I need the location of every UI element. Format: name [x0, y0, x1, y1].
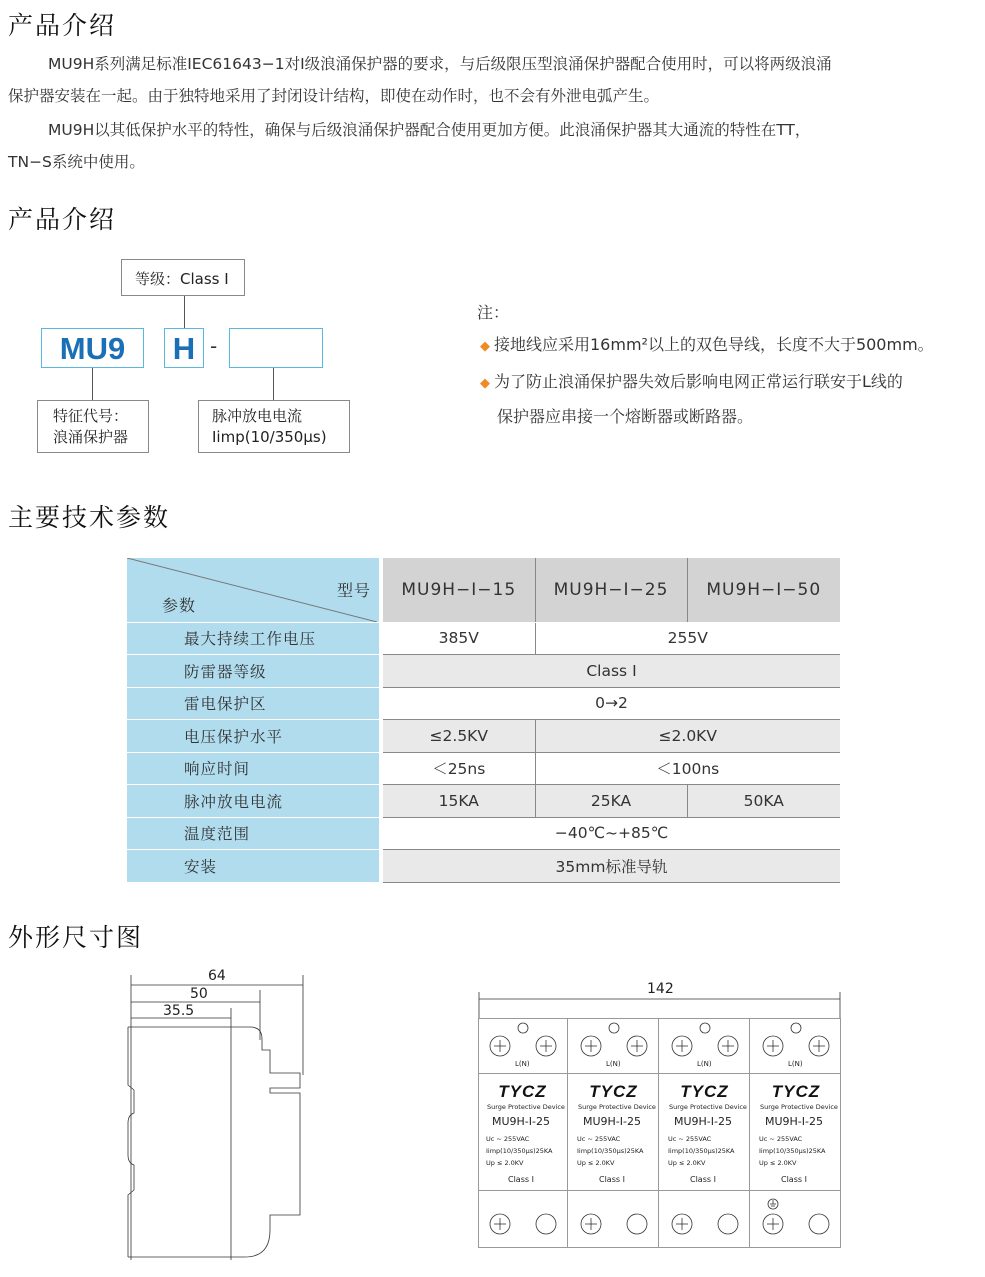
- brand-logo: TYCZ: [589, 1082, 638, 1101]
- terminal-icons: [751, 1018, 841, 1248]
- module-up: Up ≤ 2.0KV: [486, 1159, 524, 1167]
- module-uc: Uc ~ 255VAC: [759, 1135, 803, 1143]
- module-uc: Uc ~ 255VAC: [668, 1135, 712, 1143]
- table-row: [127, 687, 840, 720]
- model-part-mu9: MU9: [41, 328, 144, 368]
- class-label: 等级：Class I: [135, 270, 229, 288]
- diamond-bullet-icon: ◆: [480, 339, 490, 354]
- current-line1: 脉冲放电电流: [212, 407, 303, 425]
- model-header-2: MU9H−I−25: [535, 558, 687, 622]
- module-class: Class I: [599, 1175, 625, 1184]
- module-class: Class I: [508, 1175, 534, 1184]
- module-iimp: Iimp(10/350μs)25KA: [577, 1147, 644, 1155]
- table-row: [127, 785, 840, 818]
- dim-35-5: 35.5: [163, 1003, 195, 1019]
- corner-param-label: 参数: [162, 596, 197, 615]
- terminal-label: L(N): [515, 1060, 530, 1068]
- front-module: [478, 1018, 568, 1248]
- front-module: [569, 1018, 659, 1248]
- value-cell: ≤2.0KV: [535, 720, 840, 753]
- module-iimp: Iimp(10/350μs)25KA: [668, 1147, 735, 1155]
- terminal-icons: [569, 1018, 659, 1248]
- brand-logo: TYCZ: [680, 1082, 729, 1101]
- model-dash: -: [210, 334, 218, 358]
- model-part-current: [229, 328, 323, 368]
- param-cell: 防雷器等级: [127, 655, 381, 688]
- value-cell: 35mm标准导轨: [381, 850, 840, 883]
- spec-header-row: [127, 558, 840, 622]
- dim-50: 50: [190, 986, 208, 1002]
- param-cell: 安装: [127, 850, 381, 883]
- current-box: [198, 400, 350, 453]
- current-connector: [273, 368, 274, 400]
- param-cell: 响应时间: [127, 752, 381, 785]
- param-cell: 电压保护水平: [127, 720, 381, 753]
- intro-p1-line1: MU9H系列满足标准IEC61643−1对I级浪涌保护器的要求，与后级限压型浪涌保护器配合使用时，可以将两级浪涌: [48, 55, 832, 73]
- value-cell: ＜100ns: [535, 752, 840, 785]
- value-cell: 255V: [535, 622, 840, 655]
- front-module: [660, 1018, 750, 1248]
- front-module: [751, 1018, 841, 1248]
- table-row: [127, 720, 840, 753]
- note-title: 注：: [477, 303, 510, 322]
- terminal-icons: [660, 1018, 750, 1248]
- front-dimension-line: [478, 990, 843, 1020]
- value-cell: 25KA: [535, 785, 687, 818]
- module-iimp: Iimp(10/350μs)25KA: [486, 1147, 553, 1155]
- value-cell: ＜25ns: [381, 752, 535, 785]
- module-subtitle: Surge Protective Device: [487, 1103, 565, 1111]
- note-1: ◆ 接地线应采用16mm²以上的双色导线，长度不大于500mm。: [480, 335, 934, 354]
- module-model: MU9H-I-25: [492, 1115, 550, 1128]
- param-cell: 最大持续工作电压: [127, 622, 381, 655]
- table-row: [127, 817, 840, 850]
- value-cell: Class I: [381, 655, 840, 688]
- dim-142: 142: [647, 981, 674, 997]
- value-cell: 385V: [381, 622, 535, 655]
- table-row: [127, 655, 840, 688]
- value-cell: 15KA: [381, 785, 535, 818]
- feature-code-box: [37, 400, 149, 453]
- model-part-h: H: [164, 328, 204, 368]
- model-header-3: MU9H−I−50: [687, 558, 840, 622]
- param-cell: 脉冲放电电流: [127, 785, 381, 818]
- module-subtitle: Surge Protective Device: [669, 1103, 747, 1111]
- class-label-box: [121, 259, 245, 296]
- module-class: Class I: [690, 1175, 716, 1184]
- module-model: MU9H-I-25: [674, 1115, 732, 1128]
- section-title-intro: 产品介绍: [8, 11, 117, 40]
- section-title-specs: 主要技术参数: [8, 503, 171, 532]
- module-subtitle: Surge Protective Device: [760, 1103, 838, 1111]
- feature-connector: [92, 368, 93, 400]
- value-cell: 50KA: [687, 785, 840, 818]
- section-title-model-code: 产品介绍: [8, 205, 117, 234]
- intro-paragraph-2: [8, 114, 983, 178]
- module-uc: Uc ~ 255VAC: [486, 1135, 530, 1143]
- value-cell: −40℃~+85℃: [381, 817, 840, 850]
- model-header-1: MU9H−I−15: [381, 558, 535, 622]
- feature-line1: 特征代号：: [53, 407, 129, 425]
- current-line2: Iimp(10/350μs): [212, 428, 327, 446]
- class-connector: [184, 296, 185, 328]
- module-model: MU9H-I-25: [583, 1115, 641, 1128]
- corner-model-label: 型号: [336, 581, 371, 600]
- value-cell: 0→2: [381, 687, 840, 720]
- intro-p2-line1: MU9H以其低保护水平的特性，确保与后级浪涌保护器配合使用更加方便。此浪涌保护器其大通流的特性在TT，: [48, 121, 811, 139]
- module-iimp: Iimp(10/350μs)25KA: [759, 1147, 826, 1155]
- module-uc: Uc ~ 255VAC: [577, 1135, 621, 1143]
- brand-logo: TYCZ: [498, 1082, 547, 1101]
- module-up: Up ≤ 2.0KV: [759, 1159, 797, 1167]
- table-row: [127, 752, 840, 785]
- terminal-label: L(N): [606, 1060, 621, 1068]
- module-up: Up ≤ 2.0KV: [577, 1159, 615, 1167]
- module-subtitle: Surge Protective Device: [578, 1103, 656, 1111]
- terminal-label: L(N): [788, 1060, 803, 1068]
- param-cell: 温度范围: [127, 817, 381, 850]
- intro-p1-line2: 保护器安装在一起。由于独特地采用了封闭设计结构，即使在动作时，也不会有外泄电弧产生。: [8, 87, 660, 105]
- terminal-label: L(N): [697, 1060, 712, 1068]
- note-2: ◆ 为了防止浪涌保护器失效后影响电网正常运行联安于L线的 保护器应串接一个熔断器或断路器。: [480, 372, 903, 426]
- side-view-drawing: [120, 965, 310, 1265]
- table-row: [127, 622, 840, 655]
- module-up: Up ≤ 2.0KV: [668, 1159, 706, 1167]
- diamond-bullet-icon: ◆: [480, 376, 490, 391]
- value-cell: ≤2.5KV: [381, 720, 535, 753]
- section-title-dimensions: 外形尺寸图: [8, 923, 144, 952]
- spec-table: [127, 558, 840, 883]
- dim-64: 64: [208, 968, 226, 984]
- table-row: [127, 850, 840, 883]
- feature-line2: 浪涌保护器: [53, 428, 129, 446]
- module-class: Class I: [781, 1175, 807, 1184]
- terminal-icons: [478, 1018, 568, 1248]
- intro-p2-line2: TN−S系统中使用。: [8, 153, 145, 171]
- param-cell: 雷电保护区: [127, 687, 381, 720]
- module-model: MU9H-I-25: [765, 1115, 823, 1128]
- brand-logo: TYCZ: [771, 1082, 821, 1101]
- intro-paragraph-1: [8, 48, 983, 112]
- spec-corner-cell: [127, 558, 381, 622]
